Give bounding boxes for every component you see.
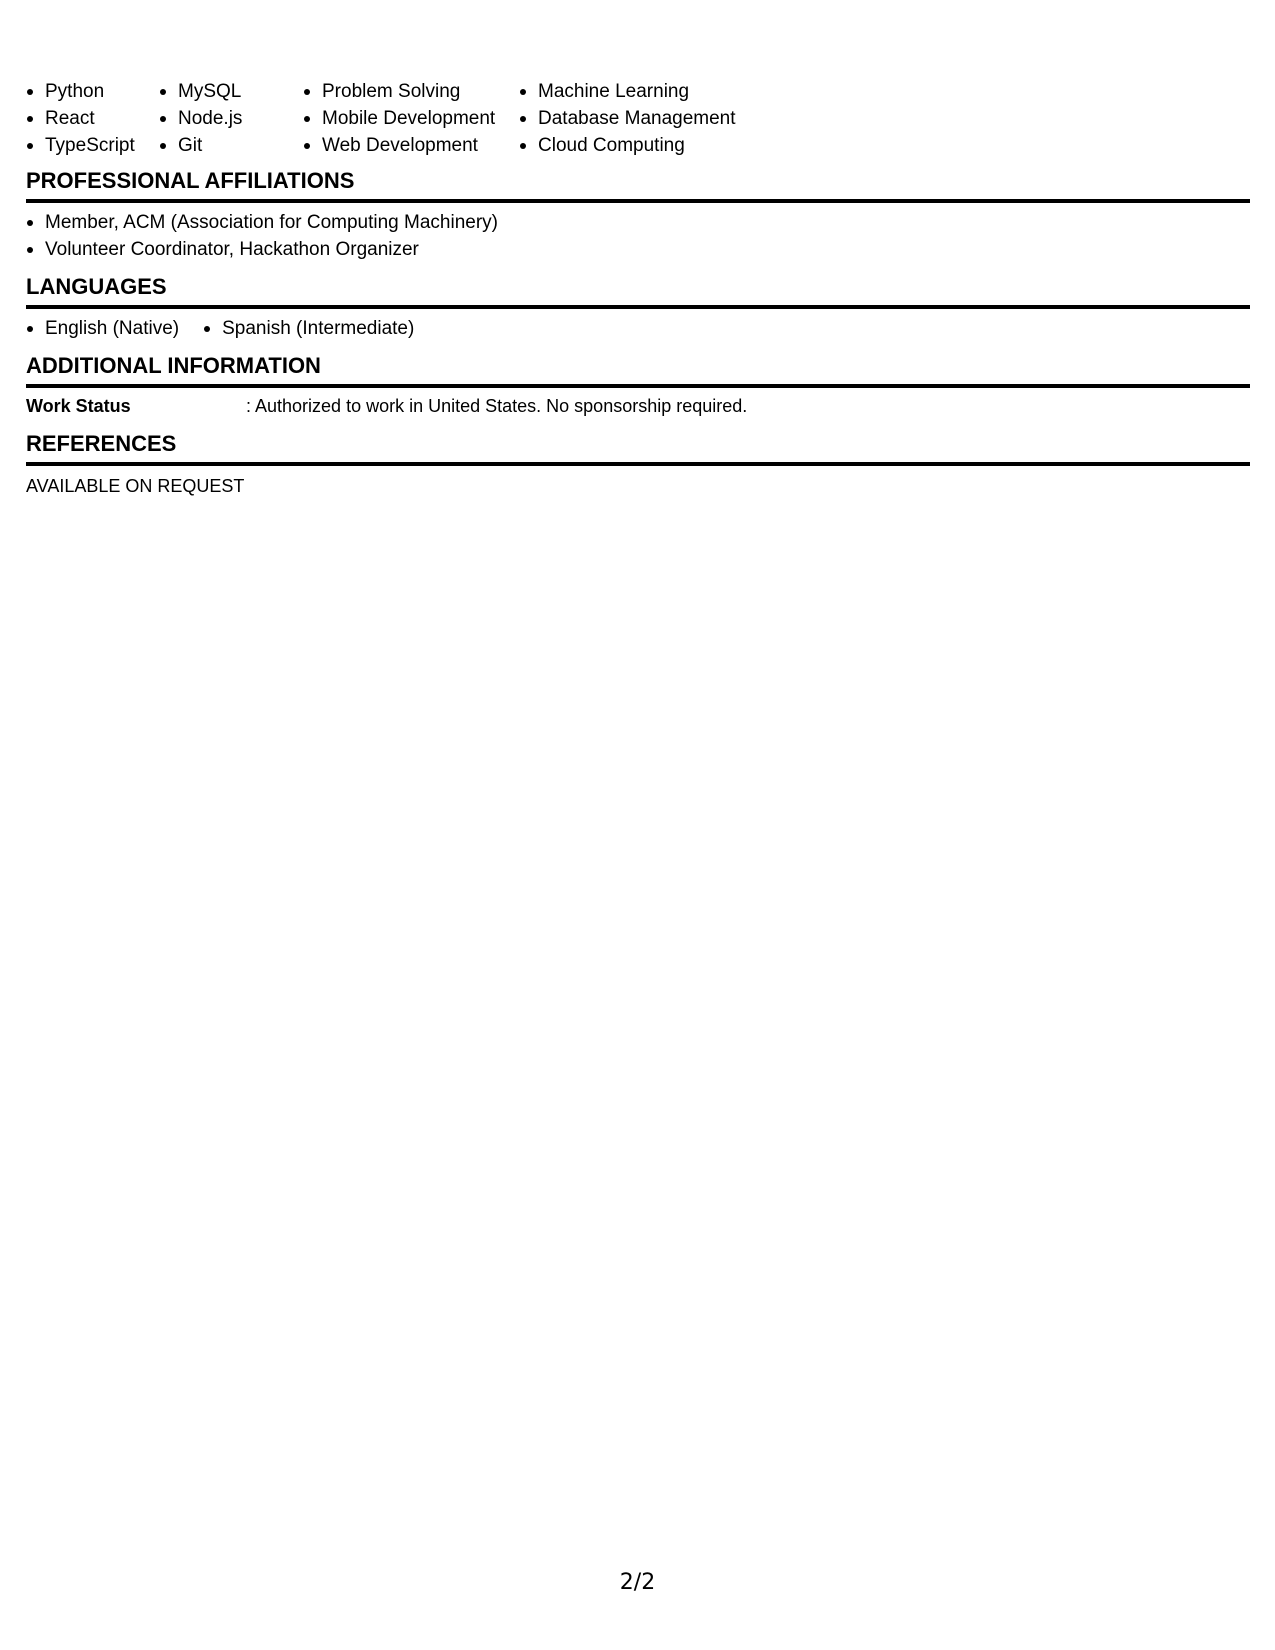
additional-info-heading: ADDITIONAL INFORMATION [26,353,1250,388]
skill-item: Git [159,132,303,159]
references-text: AVAILABLE ON REQUEST [26,476,245,496]
skills-column-1 [26,78,159,159]
skill-item: Web Development [303,132,519,159]
affiliations-list [26,209,498,263]
language-item: English (Native) [26,315,179,342]
affiliations-heading: PROFESSIONAL AFFILIATIONS [26,168,1250,203]
page-number: 2/2 [619,1570,656,1595]
work-status-label: Work Status [26,396,131,416]
skill-item: Problem Solving [303,78,519,105]
work-status-value: : Authorized to work in United States. No sponsorship required. [246,396,748,416]
skills-column-2 [159,78,303,159]
language-item: Spanish (Intermediate) [203,315,414,342]
skill-item: Machine Learning [519,78,749,105]
skill-item: Node.js [159,105,303,132]
languages-heading: LANGUAGES [26,274,1250,309]
skill-item: TypeScript [26,132,159,159]
affiliation-item: Volunteer Coordinator, Hackathon Organizer [26,236,498,263]
skill-item: Mobile Development [303,105,519,132]
skill-item: React [26,105,159,132]
skill-item: Database Management [519,105,749,132]
languages-list [26,315,438,342]
skills-grid [26,78,749,159]
affiliation-item: Member, ACM (Association for Computing Machinery) [26,209,498,236]
skill-item: Cloud Computing [519,132,749,159]
skill-item: Python [26,78,159,105]
skills-column-3 [303,78,519,159]
references-heading: REFERENCES [26,431,1250,466]
skill-item: MySQL [159,78,303,105]
work-status-row [26,394,747,418]
skills-column-4 [519,78,749,159]
